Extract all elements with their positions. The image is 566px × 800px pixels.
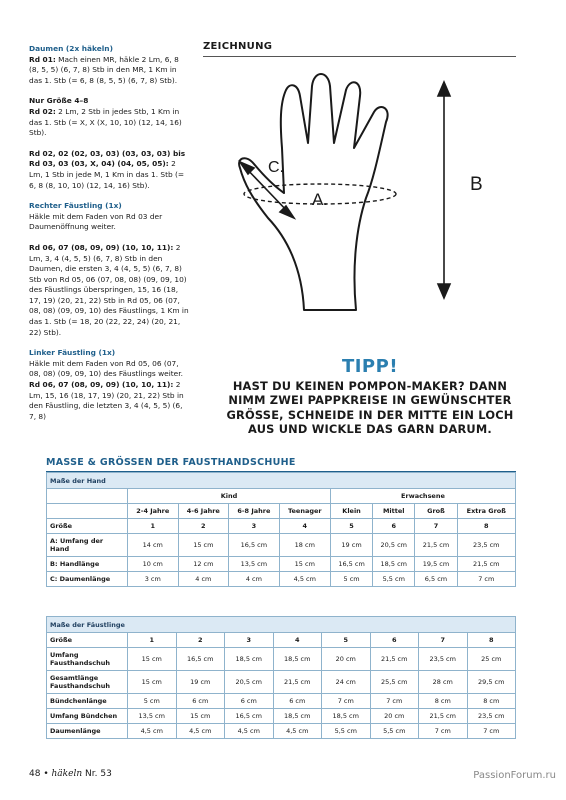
cell: 28 cm <box>419 671 468 694</box>
cell: 14 cm <box>128 534 179 557</box>
rd01-label: Rd 01: <box>29 54 56 64</box>
table-caption: Maße der Hand <box>47 473 516 489</box>
cell: 8 <box>467 633 516 648</box>
row-label: C: Daumenlänge <box>47 572 128 587</box>
row-label: Umfang Bündchen <box>47 709 128 724</box>
cell: 7 cm <box>467 724 516 739</box>
cell: 25 cm <box>467 648 516 671</box>
cell: 5,5 cm <box>373 572 415 587</box>
cell: 16,5 cm <box>330 557 372 572</box>
cell: 24 cm <box>322 671 371 694</box>
cell: 3 <box>229 519 280 534</box>
group-erwachsene: Erwachsene <box>330 489 515 504</box>
cell: 21,5 cm <box>370 648 419 671</box>
issue-number: Nr. 53 <box>85 769 112 779</box>
row-label: B: Handlänge <box>47 557 128 572</box>
brand-name: häkeln <box>51 769 83 779</box>
cell: 4 cm <box>229 572 280 587</box>
cell: 6 <box>370 633 419 648</box>
cell: 4,5 cm <box>176 724 225 739</box>
cell: 20 cm <box>370 709 419 724</box>
cell: 4,5 cm <box>279 572 330 587</box>
row-label: Größe <box>47 633 128 648</box>
measure-b-arrow-top <box>438 82 450 96</box>
cell: 21,5 cm <box>273 671 322 694</box>
page-footer <box>29 769 112 779</box>
sub-header: Teenager <box>279 504 330 519</box>
rd02-05-label: Rd 02, 02 (02, 03, 03) (03, 03, 03) bis Rd 03, 03 (03, X, 04) (04, 05, 05): <box>29 148 186 169</box>
tipp-line: HAST DU KEINEN POMPON-MAKER? DANN <box>232 379 508 393</box>
cell: 12 cm <box>178 557 229 572</box>
table-row <box>47 648 516 671</box>
cell: 7 cm <box>419 724 468 739</box>
cell: 5 <box>322 633 371 648</box>
cell: 4,5 cm <box>273 724 322 739</box>
rechter-text: Häkle mit dem Faden von Rd 03 der Daumenöffnung weiter. <box>29 211 163 232</box>
linker-heading: Linker Fäustling (1x) <box>29 348 116 358</box>
sub-header: Klein <box>330 504 372 519</box>
tipp-line: GRÖSSE, SCHNEIDE IN DER MITTE EIN LOCH <box>226 407 514 422</box>
cell: 3 <box>225 633 274 648</box>
cell: 18,5 cm <box>273 648 322 671</box>
section-title: MASSE & GRÖSSEN DER FAUSTHANDSCHUHE <box>46 457 516 473</box>
sub-header: Mittel <box>373 504 415 519</box>
table-caption-row <box>47 473 516 489</box>
cell: 20,5 cm <box>373 534 415 557</box>
cell: 29,5 cm <box>467 671 516 694</box>
row-label: Umfang Fausthandschuh <box>47 648 128 671</box>
cell: 4,5 cm <box>225 724 274 739</box>
cell: 18,5 cm <box>273 709 322 724</box>
cell: 19 cm <box>330 534 372 557</box>
label-c: C. <box>268 159 284 176</box>
cell: 21,5 cm <box>419 709 468 724</box>
cell: 3 cm <box>128 572 179 587</box>
table-row <box>47 519 516 534</box>
empty-cell <box>47 504 128 519</box>
cell: 6,5 cm <box>415 572 457 587</box>
cell: 16,5 cm <box>225 709 274 724</box>
sub-header-row <box>47 504 516 519</box>
cell: 13,5 cm <box>128 709 177 724</box>
cell: 5 <box>330 519 372 534</box>
cell: 15 cm <box>178 534 229 557</box>
group-header-row <box>47 489 516 504</box>
watermark: PassionForum.ru <box>473 770 556 781</box>
rd02-label: Rd 02: <box>29 106 56 116</box>
cell: 6 cm <box>176 694 225 709</box>
cell: 8 <box>457 519 515 534</box>
sub-header: 2-4 Jahre <box>128 504 179 519</box>
cell: 19,5 cm <box>415 557 457 572</box>
table-row <box>47 572 516 587</box>
row-label: Gesamtlänge Fausthandschuh <box>47 671 128 694</box>
cell: 2 <box>176 633 225 648</box>
cell: 20 cm <box>322 648 371 671</box>
linker-text: Häkle mit dem Faden von Rd 05, 06 (07, 08, 08) (09, 09, 10) des Fäustlings weiter. <box>29 358 183 379</box>
tipp-line: AUS UND WICKLE DAS GARN DARUM. <box>248 422 492 437</box>
row-label: Bündchenlänge <box>47 694 128 709</box>
cell: 19 cm <box>176 671 225 694</box>
cell: 4,5 cm <box>128 724 177 739</box>
cell: 8 cm <box>419 694 468 709</box>
label-b: B <box>470 174 483 195</box>
cell: 7 cm <box>322 694 371 709</box>
cell: 7 cm <box>457 572 515 587</box>
sub-header: Groß <box>415 504 457 519</box>
cell: 18,5 cm <box>373 557 415 572</box>
empty-cell <box>47 489 128 504</box>
cell: 6 cm <box>273 694 322 709</box>
rd06-text: 2 Lm, 3, 4 (4, 5, 5) (6, 7, 8) Stb in den Daumen, die ersten 3, 4 (4, 5, 5) (6, 7, 8) Stb von Rd 05, 06 (07, 08, 08) (09, 09, 10) des Fäustlings überspringen, 15, 16 (18, 17, 19) (20, 21, 22) Stb in Rd 05, 06 (07, 08, 08) (09, 09, 10) des Fäustlings, 1 Km in das 1. Stb (= 18, 20 (22, 22, 24) (20, 21, 22) Stb). <box>29 242 189 337</box>
cell: 15 cm <box>128 671 177 694</box>
measure-c-arrow-bottom <box>280 206 294 218</box>
cell: 1 <box>128 519 179 534</box>
mitten-size-table <box>46 616 516 739</box>
table-caption-row <box>47 617 516 633</box>
tipp-title: TIPP! <box>341 356 399 377</box>
cell: 15 cm <box>176 709 225 724</box>
rd06b-text: 2 Lm, 15, 16 (18, 17, 19) (20, 21, 22) Stb in den Fäustling, die letzten 3, 4 (4, 5, 5) (6, 7, 8) <box>29 380 184 421</box>
cell: 25,5 cm <box>370 671 419 694</box>
rechter-heading: Rechter Fäustling (1x) <box>29 201 122 211</box>
table-row <box>47 633 516 648</box>
cell: 15 cm <box>279 557 330 572</box>
label-a: A. <box>311 190 329 209</box>
cell: 18 cm <box>279 534 330 557</box>
cell: 4 <box>273 633 322 648</box>
tipp-box <box>205 357 535 437</box>
cell: 7 <box>415 519 457 534</box>
zeichnung-title: ZEICHNUNG <box>203 41 516 57</box>
tipp-body <box>205 379 535 437</box>
table-row <box>47 694 516 709</box>
table-row <box>47 671 516 694</box>
group-kind: Kind <box>128 489 331 504</box>
cell: 23,5 cm <box>467 709 516 724</box>
hand-size-table <box>46 472 516 587</box>
cell: 15 cm <box>128 648 177 671</box>
row-label: A: Umfang der Hand <box>47 534 128 557</box>
cell: 1 <box>128 633 177 648</box>
cell: 6 cm <box>225 694 274 709</box>
tipp-line: NIMM ZWEI PAPPKREISE IN GEWÜNSCHTER <box>228 393 512 408</box>
sub-header: 6-8 Jahre <box>229 504 280 519</box>
cell: 23,5 cm <box>457 534 515 557</box>
cell: 13,5 cm <box>229 557 280 572</box>
table-row <box>47 724 516 739</box>
cell: 4 cm <box>178 572 229 587</box>
cell: 8 cm <box>467 694 516 709</box>
cell: 10 cm <box>128 557 179 572</box>
cell: 5 cm <box>330 572 372 587</box>
cell: 2 <box>178 519 229 534</box>
cell: 21,5 cm <box>457 557 515 572</box>
sub-header: Extra Groß <box>457 504 515 519</box>
cell: 4 <box>279 519 330 534</box>
page-number: 48 <box>29 769 41 779</box>
rd01-text: Mach einen MR, häkle 2 Lm, 6, 8 (8, 5, 5) (6, 7, 8) Stb in den MR, 1 Km in das 1. Stb (= 6, 8 (8, 5, 5) (6, 7, 8) Stb). <box>29 54 179 85</box>
measure-b-arrow-bottom <box>438 284 450 298</box>
row-label: Größe <box>47 519 128 534</box>
cell: 5 cm <box>128 694 177 709</box>
cell: 16,5 cm <box>229 534 280 557</box>
rd06-label: Rd 06, 07 (08, 09, 09) (10, 10, 11): <box>29 242 174 252</box>
cell: 18,5 cm <box>322 709 371 724</box>
cell: 6 <box>373 519 415 534</box>
table-row <box>47 709 516 724</box>
cell: 23,5 cm <box>419 648 468 671</box>
cell: 21,5 cm <box>415 534 457 557</box>
table-caption: Maße der Fäustlinge <box>47 617 516 633</box>
row-label: Daumenlänge <box>47 724 128 739</box>
cell: 5,5 cm <box>370 724 419 739</box>
pattern-instructions <box>29 44 191 432</box>
nur-heading: Nur Größe 4–8 <box>29 96 89 106</box>
rd06b-label: Rd 06, 07 (08, 09, 09) (10, 10, 11): <box>29 380 174 390</box>
table-row <box>47 557 516 572</box>
hand-diagram <box>232 68 522 333</box>
cell: 20,5 cm <box>225 671 274 694</box>
daumen-heading: Daumen (2x häkeln) <box>29 44 113 53</box>
cell: 18,5 cm <box>225 648 274 671</box>
cell: 16,5 cm <box>176 648 225 671</box>
cell: 7 cm <box>370 694 419 709</box>
cell: 7 <box>419 633 468 648</box>
rd02-05-text: 2 Lm, 1 Stb in jede M, 1 Km in das 1. Stb (= 6, 8 (8, 10, 10) (12, 14, 16) Stb). <box>29 159 185 190</box>
sub-header: 4-6 Jahre <box>178 504 229 519</box>
cell: 5,5 cm <box>322 724 371 739</box>
footer-bullet: • <box>43 769 49 779</box>
table-row <box>47 534 516 557</box>
rd02-text: 2 Lm, 2 Stb in jedes Stb, 1 Km in das 1. Stb (= X, X (X, 10, 10) (12, 14, 16) Stb). <box>29 106 182 138</box>
